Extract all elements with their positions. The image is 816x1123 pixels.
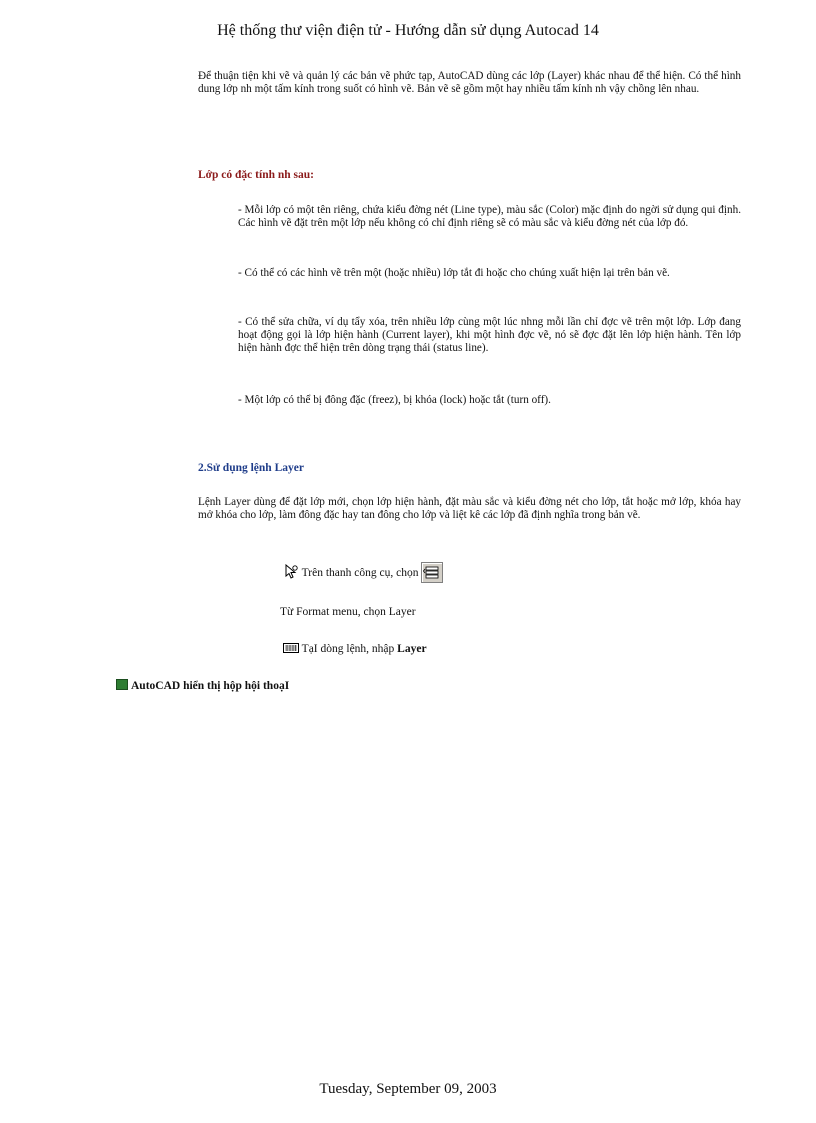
property-item: - Mỗi lớp có một tên riêng, chứa kiểu đờng nét (Line type), màu sắc (Color) mặc định do ngời sử dụng qui định. Các hình vẽ đặt trên một lớp nếu không có chỉ định riêng sẽ có màu sắc và kiểu đờng nét của lớp đó. [238, 204, 741, 229]
dialog-note-text: AutoCAD hiển thị hộp hội thoạI [131, 680, 290, 692]
intro-paragraph: Để thuận tiện khi vẽ và quản lý các bản vẽ phức tạp, AutoCAD dùng các lớp (Layer) khác nhau để thể hiện. Có thể hình dung lớp nh một tấm kính trong suốt có hình vẽ. Bản vẽ sẽ gồm một hay nhiều tấm kính nh vậy chồng lên nhau. [198, 70, 741, 95]
keyboard-icon [283, 642, 299, 657]
layers-toolbar-button[interactable] [421, 562, 443, 583]
book-icon [116, 679, 128, 690]
property-item: - Có thể có các hình vẽ trên một (hoặc nhiều) lớp tắt đi hoặc cho chúng xuất hiện lại trên bản vẽ. [238, 267, 670, 279]
command-method-line [283, 642, 427, 657]
page-header-title: Hệ thống thư viện điện tử - Hướng dẫn sử dụng Autocad 14 [217, 22, 599, 39]
command-name: Layer [397, 643, 427, 656]
dialog-note [116, 679, 289, 692]
toolbar-method-line [283, 562, 443, 583]
command-method-text: TạI dòng lệnh, nhập [301, 643, 398, 656]
property-item: - Một lớp có thể bị đông đặc (freez), bị khóa (lock) hoặc tắt (turn off). [238, 394, 551, 406]
properties-heading: Lớp có đặc tính nh sau: [198, 169, 314, 181]
property-item: - Có thể sửa chữa, ví dụ tẩy xóa, trên nhiều lớp cùng một lúc nhng mỗi lần chỉ đợc vẽ trên một lớp. Lớp đang hoạt động gọi là lớp hiện hành (Current layer), khi một hình đợc vẽ, nó sẽ đợc đặt lên lớp hiện hành. Tên lớp hiện hành đợc thể hiện trên dòng trạng thái (status line). [238, 316, 741, 354]
section-2-paragraph: Lệnh Layer dùng để đặt lớp mới, chọn lớp hiện hành, đặt màu sắc và kiểu đờng nét cho lớp, tắt hoặc mở lớp, khóa hay mở khóa cho lớp, làm đông đặc hay tan đông cho lớp và liệt kê các lớp đã định nghĩa trong bản vẽ. [198, 496, 741, 521]
mouse-pointer-icon [283, 564, 299, 583]
page-footer-date: Tuesday, September 09, 2003 [319, 1081, 497, 1097]
toolbar-method-text: Trên thanh công cụ, chọn [301, 567, 419, 580]
section-2-heading: 2.Sử dụng lệnh Layer [198, 462, 304, 474]
menu-method-line: Từ Format menu, chọn Layer [280, 606, 416, 618]
